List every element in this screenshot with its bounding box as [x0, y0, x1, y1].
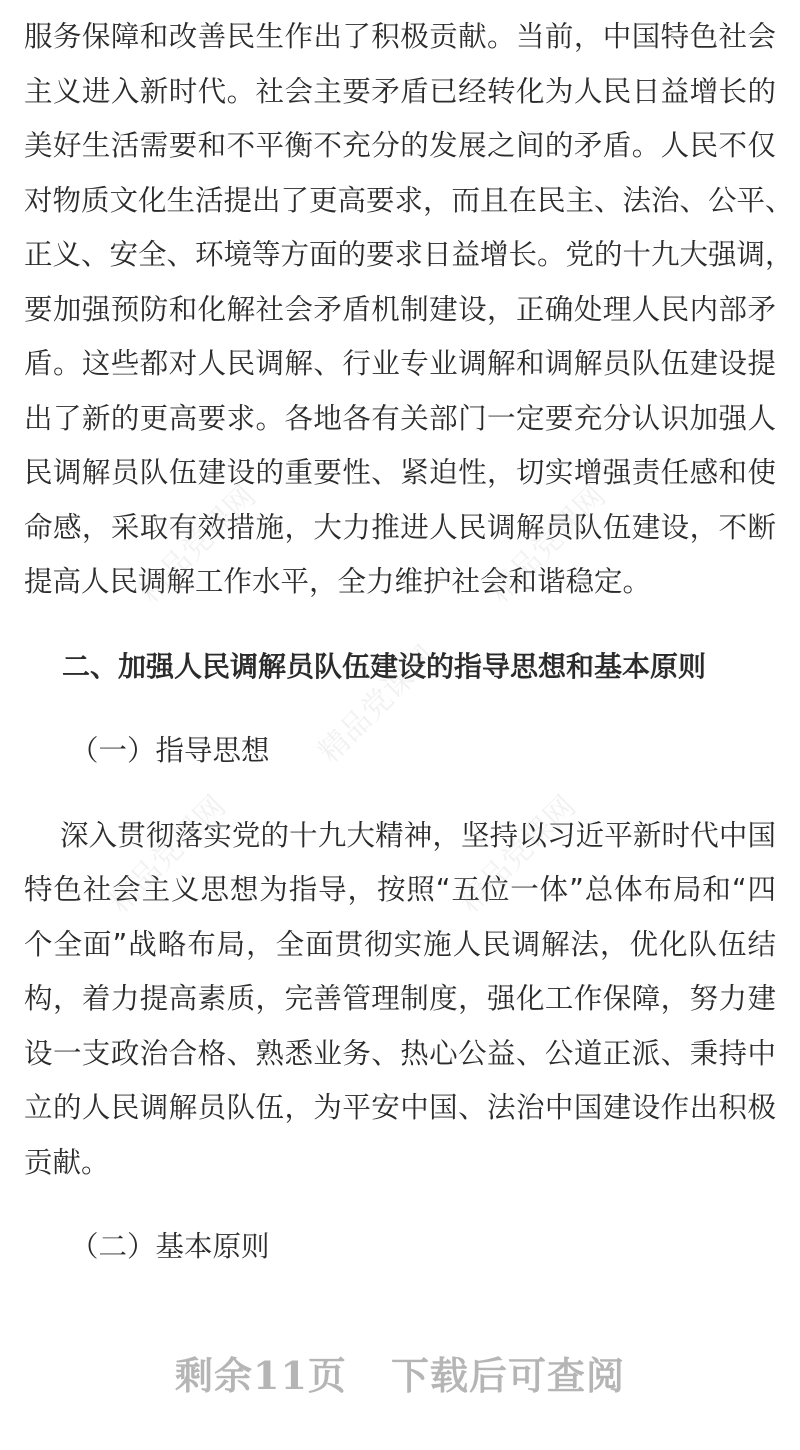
text-line: 主义进入新时代。社会主要矛盾已经转化为人民日益增长的	[24, 74, 776, 108]
paragraph-gap	[24, 694, 776, 724]
text-line: 提高人民调解工作水平，全力维护社会和谐稳定。	[24, 565, 652, 598]
text-line: 设一支政治合格、熟悉业务、热心公益、公道正派、秉持中	[24, 1036, 776, 1070]
text-line: 个全面”战略布局，全面贯彻实施人民调解法，优化队伍结	[24, 927, 776, 961]
text-line: 命感，采取有效措施，大力推进人民调解员队伍建设，不断	[24, 510, 776, 544]
remaining-pages-label[interactable]: 剩余11页	[175, 1353, 347, 1398]
paragraph-guiding-ideology	[24, 809, 776, 1191]
subsection-heading-guiding-ideology: （一）指导思想	[70, 734, 270, 767]
text-line: 深入贯彻落实党的十九大精神，坚持以习近平新时代中国	[60, 818, 776, 852]
text-line: 服务保障和改善民生作出了积极贡献。当前，中国特色社会	[24, 20, 776, 53]
text-line: 立的人民调解员队伍，为平安中国、法治中国建设作出积极	[24, 1091, 776, 1124]
watermark: 精品党课网	[452, 789, 583, 920]
text-line: 民调解员队伍建设的重要性、紧迫性，切实增强责任感和使	[24, 456, 776, 489]
subsection-heading-basic-principles: （二）基本原则	[70, 1230, 270, 1263]
text-line: 贡献。	[24, 1145, 110, 1179]
text-line: 盾。这些都对人民调解、行业专业调解和调解员队伍建设提	[24, 347, 776, 380]
paragraph-gap	[24, 610, 776, 640]
text-line: 要加强预防和化解社会矛盾机制建设，正确处理人民内部矛	[24, 292, 776, 326]
text-line: 对物质文化生活提出了更高要求，而且在民主、法治、公平、	[24, 183, 794, 217]
watermark: 精品党课网	[132, 479, 263, 610]
paragraph-gap	[24, 1190, 776, 1220]
text-line: 正义、安全、环境等方面的要求日益增长。党的十九大强调，	[24, 238, 794, 271]
paragraph-gap	[24, 779, 776, 809]
download-prompt[interactable]	[0, 1345, 800, 1400]
download-hint-label[interactable]: 下载后可查阅	[390, 1353, 625, 1398]
watermark: 精品党课网	[312, 639, 443, 770]
watermark: 精品党课网	[102, 789, 233, 920]
text-line: 美好生活需要和不平衡不充分的发展之间的矛盾。人民不仅	[24, 129, 776, 162]
text-line: 构，着力提高素质，完善管理制度，强化工作保障，努力建	[24, 982, 776, 1015]
watermark: 精品党课网	[482, 479, 613, 610]
document-body	[24, 10, 794, 1275]
section-heading: 二、加强人民调解员队伍建设的指导思想和基本原则	[62, 649, 707, 683]
text-line: 特色社会主义思想为指导，按照“五位一体”总体布局和“四	[24, 873, 776, 906]
paragraph-intro	[24, 10, 794, 610]
text-line: 出了新的更高要求。各地各有关部门一定要充分认识加强人	[24, 401, 776, 435]
